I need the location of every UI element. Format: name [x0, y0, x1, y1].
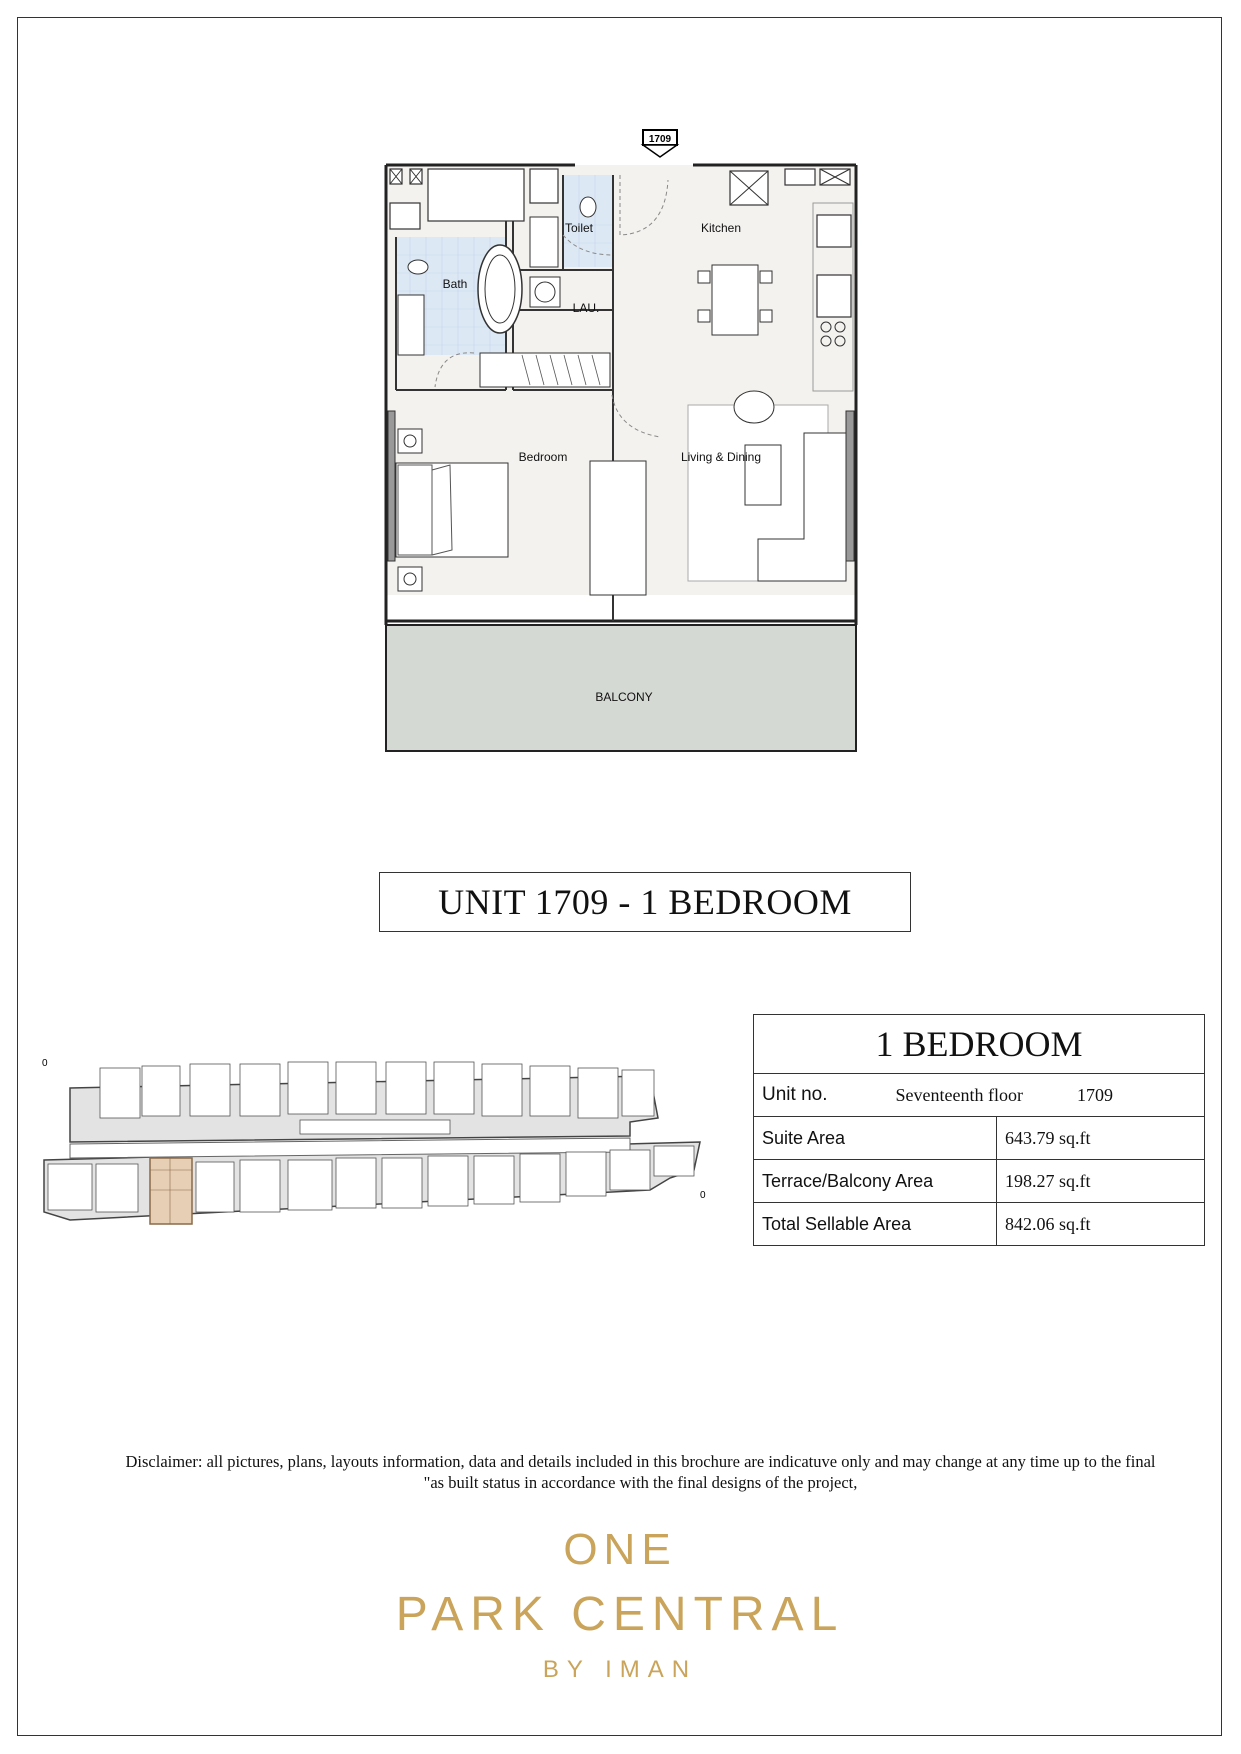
room-label-toilet: Toilet [564, 221, 594, 235]
logo-line-by-iman: BY IMAN [542, 1656, 698, 1683]
row-value: 198.27 sq.ft [997, 1160, 1205, 1203]
room-label-laundry: LAU. [572, 301, 600, 315]
disclaimer-line-2: "as built status in accordance with the final designs of the project, [423, 1473, 858, 1492]
toilet-icon [408, 260, 428, 274]
toilet-icon [580, 197, 596, 217]
wardrobe-icon [480, 353, 610, 387]
room-label-bath: Bath [442, 277, 468, 291]
floor-key-plan [30, 1040, 730, 1230]
disclaimer [60, 1451, 1221, 1493]
vanity-icon [398, 295, 424, 355]
room-label-living: Living & Dining [680, 450, 762, 464]
unit-title: UNIT 1709 - 1 BEDROOM [379, 872, 911, 932]
highlighted-unit [150, 1158, 192, 1224]
unit-floor-plan [380, 125, 860, 757]
basin-icon [530, 217, 558, 267]
table-row [754, 1117, 1205, 1160]
table-header: 1 BEDROOM [754, 1015, 1205, 1074]
row-value: 842.06 sq.ft [997, 1203, 1205, 1246]
svg-text:1709: 1709 [648, 134, 672, 145]
unit-no-value: 1709 [1076, 1084, 1113, 1105]
room-label-bedroom: Bedroom [518, 450, 568, 464]
floor-value: Seventeenth floor [895, 1084, 1023, 1105]
brand-logo [330, 1525, 910, 1684]
unit-no-label: Unit no. [762, 1084, 828, 1105]
row-label: Total Sellable Area [754, 1203, 997, 1246]
balcony-area [386, 625, 856, 751]
logo-line-one: ONE [563, 1525, 677, 1574]
row-label: Suite Area [754, 1117, 997, 1160]
row-value: 643.79 sq.ft [997, 1117, 1205, 1160]
unit-tag [643, 130, 677, 157]
area-schedule-table [753, 1014, 1205, 1246]
wardrobe-icon [590, 461, 646, 595]
armchair-icon [734, 391, 774, 423]
table-row [754, 1160, 1205, 1203]
room-label-balcony: BALCONY [595, 690, 653, 704]
keyplan-marker-left: 0 [42, 1058, 48, 1069]
logo-line-park-central: PARK CENTRAL [395, 1588, 845, 1641]
dining-table-icon [712, 265, 758, 335]
table-row [754, 1203, 1205, 1246]
keyplan-marker-right: 0 [700, 1190, 706, 1201]
row-label: Terrace/Balcony Area [754, 1160, 997, 1203]
disclaimer-line-1: Disclaimer: all pictures, plans, layouts information, data and details included in this brochure are indicatuve only and may change at any time up to the final [125, 1452, 1156, 1471]
unit-info-row [754, 1074, 1205, 1117]
room-label-kitchen: Kitchen [700, 221, 742, 235]
